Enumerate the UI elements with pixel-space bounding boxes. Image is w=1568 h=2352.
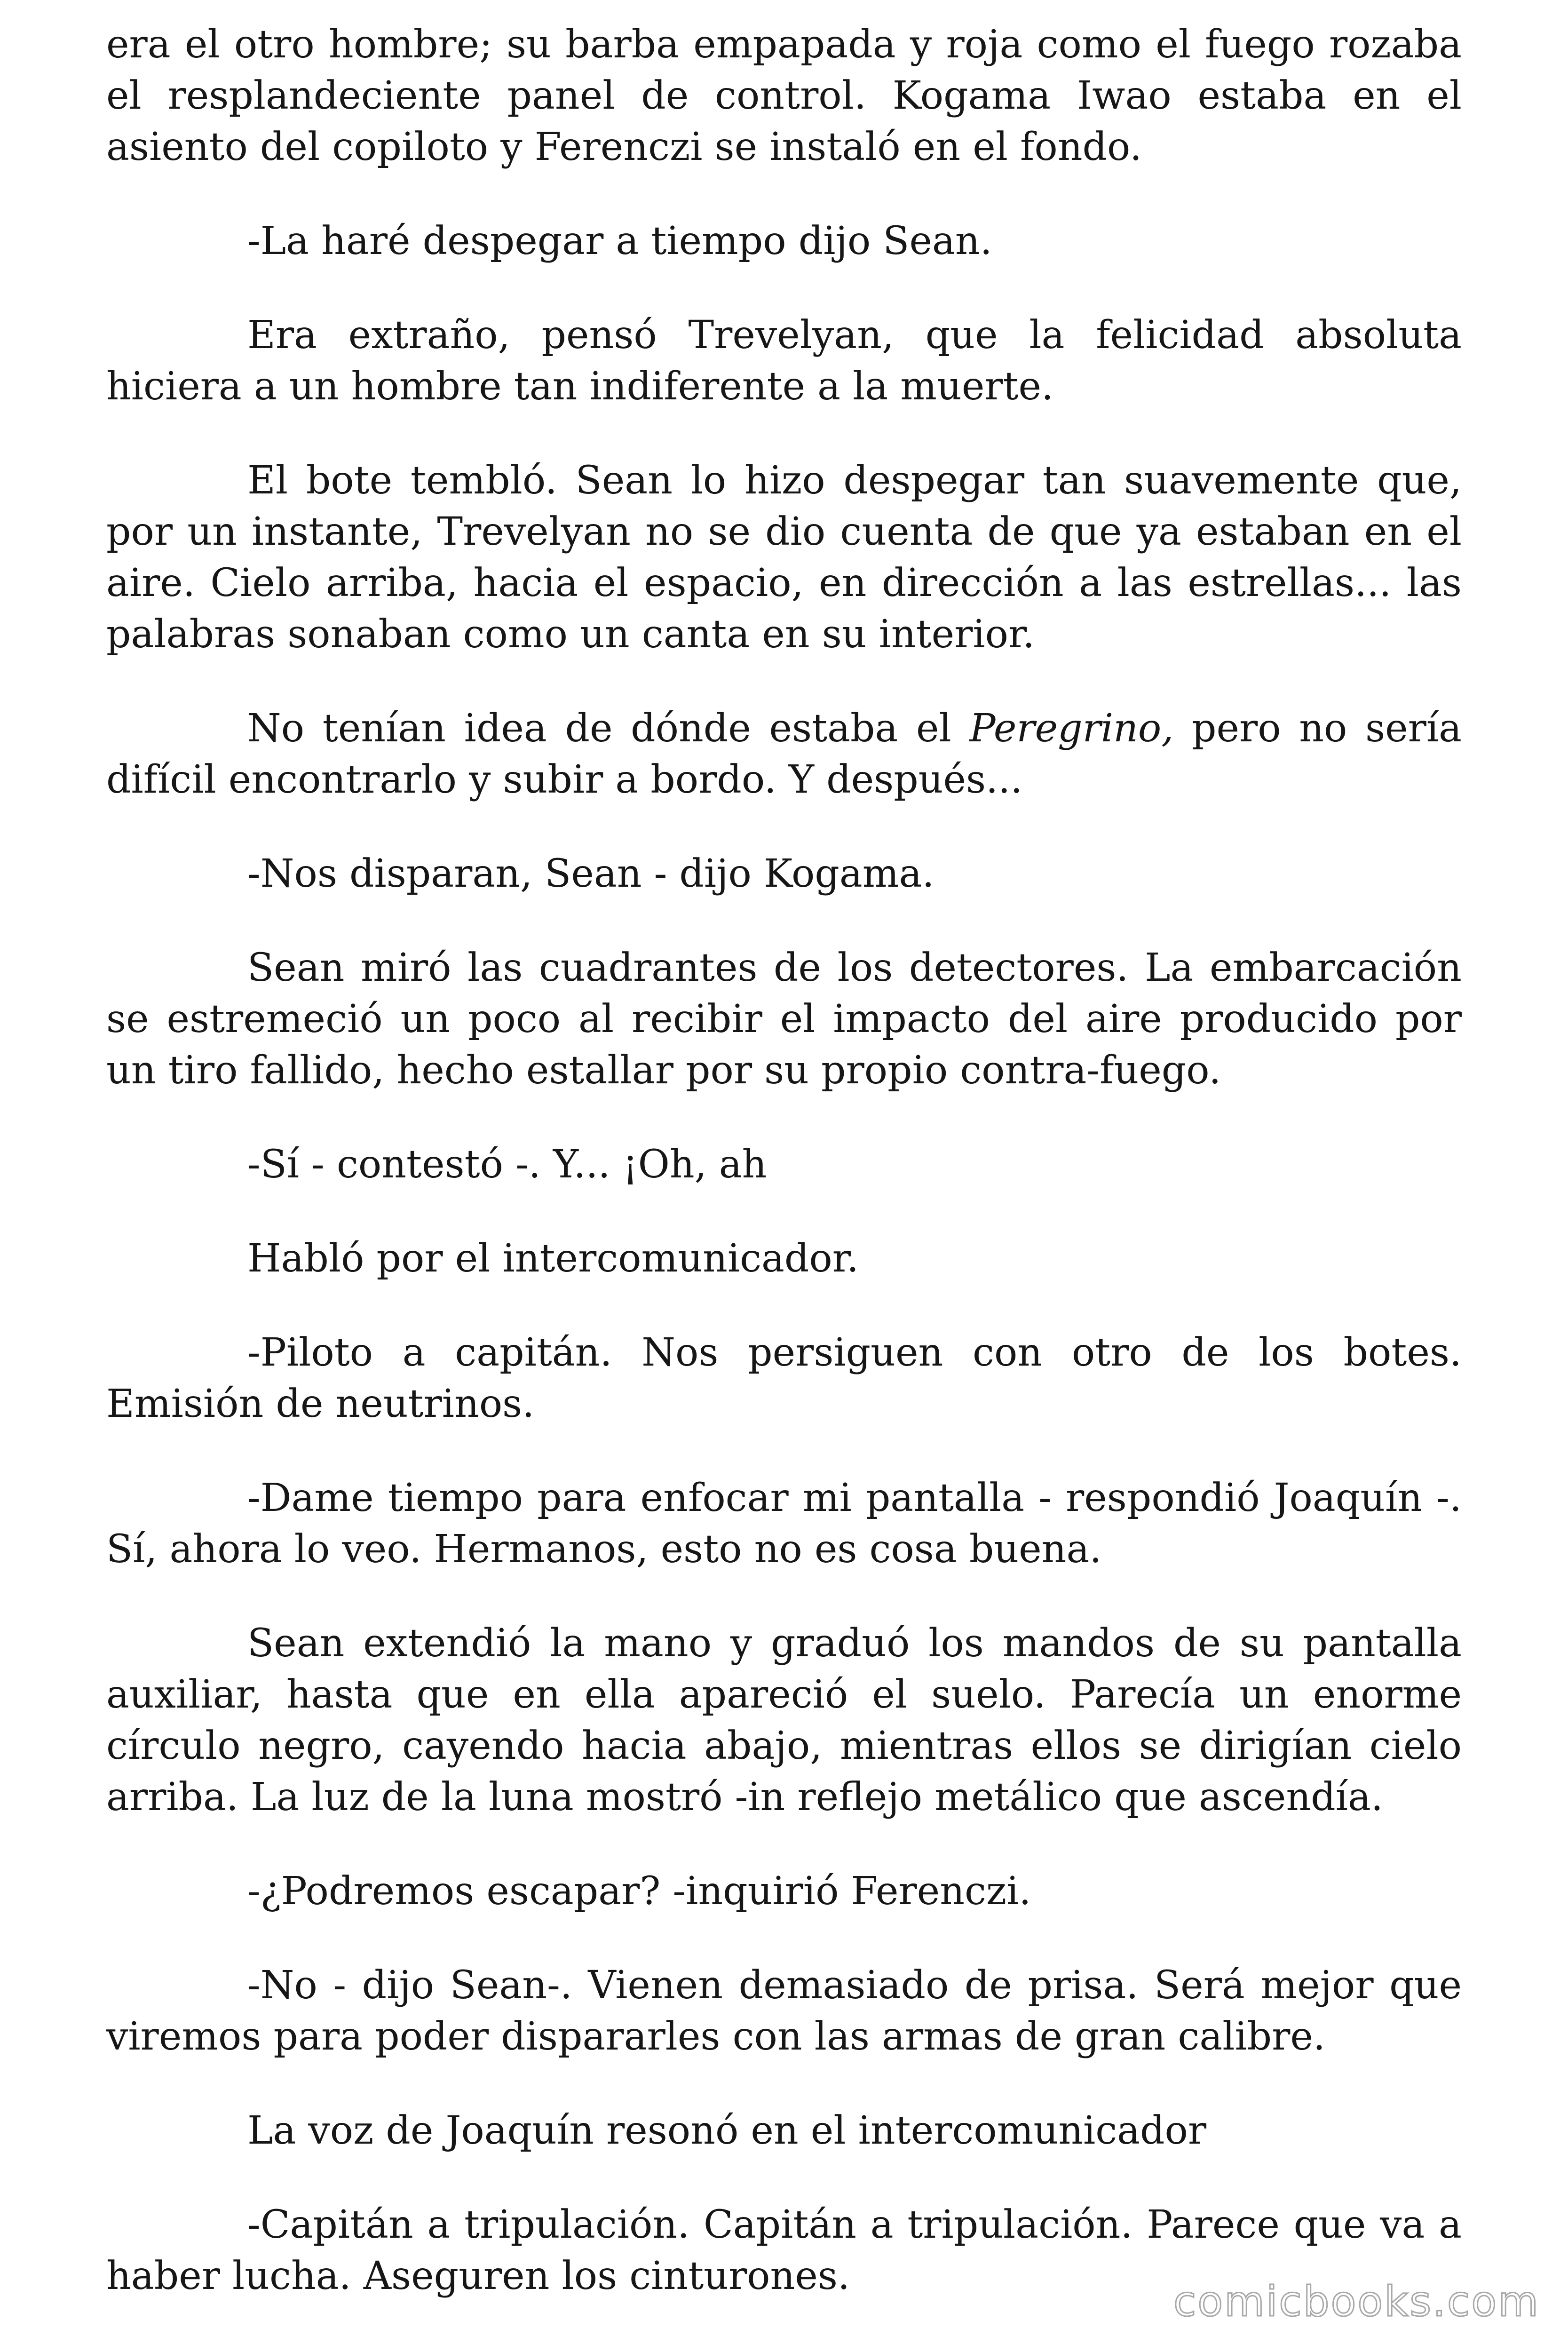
text-run: pero no sería difícil encontrarlo y subir a bordo. Y después...	[106, 706, 1462, 802]
paragraph-dialogue: -Capitán a tripulación. Capitán a tripulación. Parece que va a haber lucha. Aseguren los cinturones.	[106, 2202, 1462, 2298]
paragraph-narration: Sean miró las cuadrantes de los detectores. La embarcación se estremeció un poco al recibir el impacto del aire producido por un tiro fallido, hecho estallar por su propio contra-fuego.	[106, 946, 1462, 1093]
paragraph-narration-ship-name	[106, 703, 1462, 805]
paragraph-narration: Sean extendió la mano y graduó los mandos de su pantalla auxiliar, hasta que en ella apareció el suelo. Parecía un enorme círculo negro, cayendo hacia abajo, mientras ellos se dirigían cielo arriba. La luz de la luna mostró -in reflejo metálico que ascendía.	[106, 1621, 1462, 1820]
paragraph-narration: La voz de Joaquín resonó en el intercomunicador	[247, 2108, 1207, 2153]
paragraph-continued: era el otro hombre; su barba empapada y roja como el fuego rozaba el resplandeciente panel de control. Kogama Iwao estaba en el asiento del copiloto y Ferenczi se instaló en el fondo.	[106, 22, 1462, 169]
paragraph-dialogue: -Piloto a capitán. Nos persiguen con otro de los botes. Emisión de neutrinos.	[106, 1330, 1462, 1426]
paragraph-narration: Era extraño, pensó Trevelyan, que la felicidad absoluta hiciera a un hombre tan indiferente a la muerte.	[106, 313, 1462, 409]
ship-name-italic: Peregrino,	[969, 706, 1174, 751]
paragraph-dialogue: -Nos disparan, Sean - dijo Kogama.	[247, 851, 934, 896]
paragraph-dialogue: -¿Podremos escapar? -inquirió Ferenczi.	[247, 1869, 1031, 1914]
watermark: comicbooks.com	[1173, 2277, 1540, 2326]
paragraph-dialogue: -Sí - contestó -. Y... ¡Oh, ah	[247, 1142, 767, 1187]
paragraph-narration: El bote tembló. Sean lo hizo despegar tan suavemente que, por un instante, Trevelyan no se dio cuenta de que ya estaban en el aire. Cielo arriba, hacia el espacio, en dirección a las estrellas... las palabras sonaban como un canta en su interior.	[106, 458, 1462, 657]
paragraph-dialogue: -Dame tiempo para enfocar mi pantalla - respondió Joaquín -. Sí, ahora lo veo. Hermanos, esto no es cosa buena.	[106, 1476, 1462, 1572]
paragraph-narration: Habló por el intercomunicador.	[247, 1236, 859, 1281]
text-run: No tenían idea de dónde estaba el	[247, 706, 970, 751]
paragraph-dialogue: -La haré despegar a tiempo dijo Sean.	[247, 219, 992, 263]
paragraph-dialogue: -No - dijo Sean-. Vienen demasiado de prisa. Será mejor que viremos para poder dispararles con las armas de gran calibre.	[106, 1963, 1462, 2059]
